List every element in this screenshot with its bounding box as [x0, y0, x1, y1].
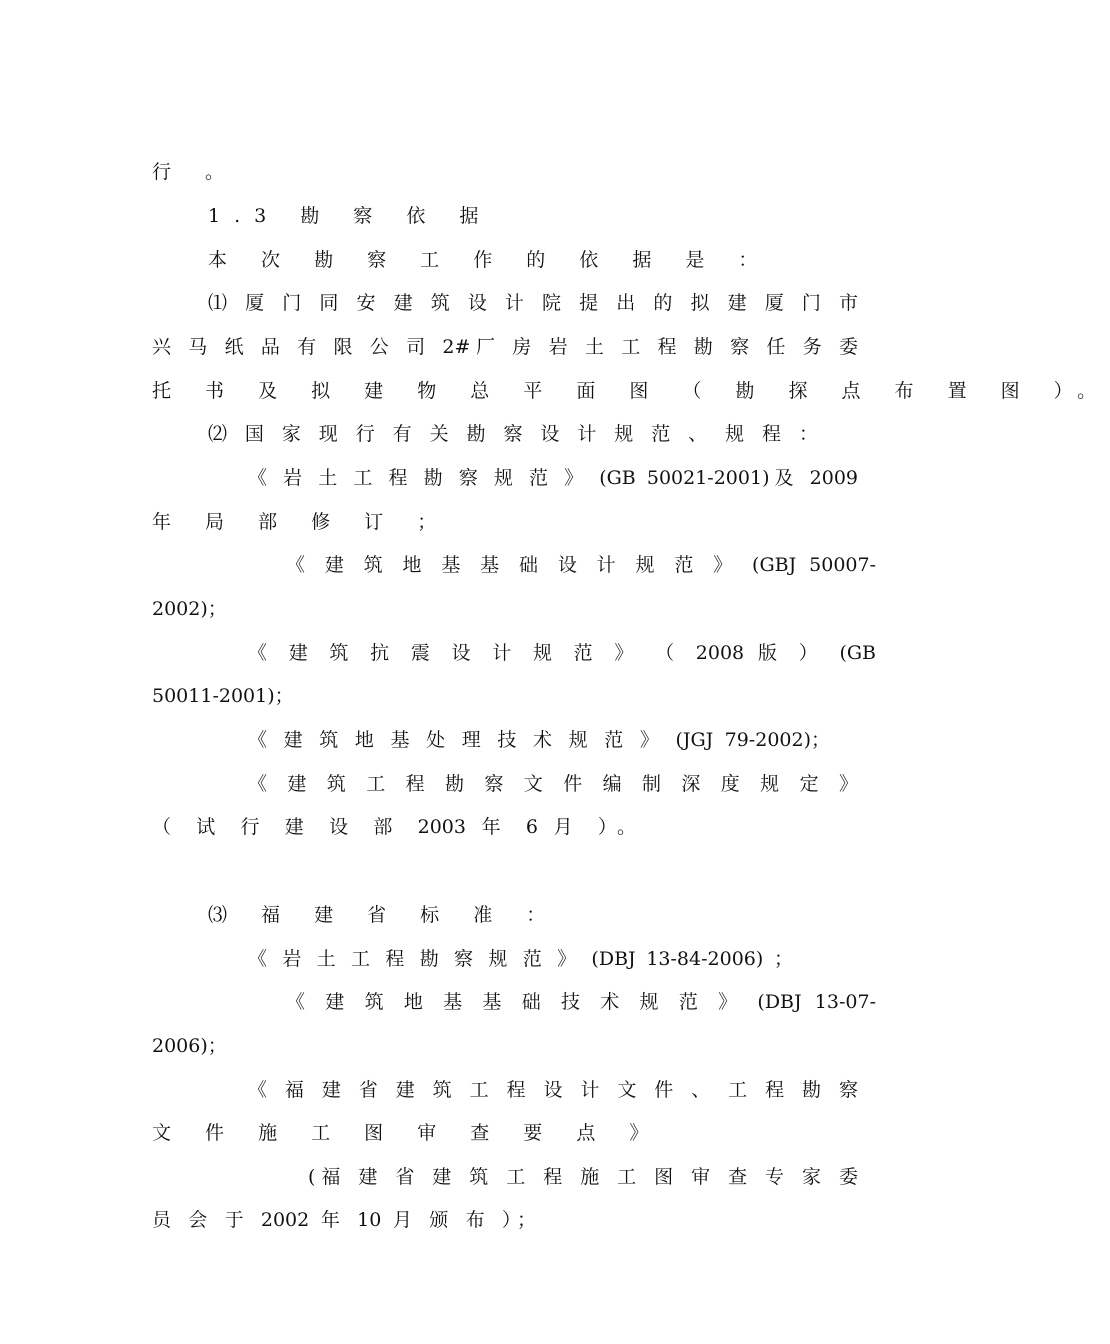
text-line-22: 文 件 施 工 图 审 查 要 点 》 — [152, 1122, 663, 1144]
text-line-8: 《 岩 土 工 程 勘 察 规 范 》 (GB 50021-2001)及 2009 — [248, 467, 858, 489]
section-heading: 1.3 勘 察 依 据 — [208, 205, 493, 227]
text-line-3: 本 次 勘 察 工 作 的 依 据 是 ： — [208, 249, 772, 271]
text-line-16: （ 试 行 建 设 部 2003 年 6 月 ）。 — [152, 816, 636, 838]
text-line-13: 50011-2001)； — [152, 685, 294, 707]
text-line-20: 2006)； — [152, 1035, 227, 1057]
text-line-7: ⑵ 国 家 现 行 有 关 勘 察 设 计 规 范 、 规 程 ： — [208, 423, 818, 445]
text-line-18: 《 岩 土 工 程 勘 察 规 范 》 (DBJ 13-84-2006) ； — [248, 948, 793, 970]
text-line-21: 《 福 建 省 建 筑 工 程 设 计 文 件 、 工 程 勘 察 — [248, 1079, 858, 1101]
text-line-11: 2002)； — [152, 598, 227, 620]
text-line-10: 《 建 筑 地 基 基 础 设 计 规 范 》 (GBJ 50007- — [286, 554, 876, 576]
text-line-19: 《 建 筑 地 基 基 础 技 术 规 范 》 (DBJ 13-07- — [286, 991, 876, 1013]
text-line-23: (福 建 省 建 筑 工 程 施 工 图 审 查 专 家 委 — [308, 1166, 858, 1188]
text-line-4: ⑴ 厦 门 同 安 建 筑 设 计 院 提 出 的 拟 建 厦 门 市 — [208, 292, 858, 314]
text-line-24: 员 会 于 2002 年 10 月 颁 布 ）； — [152, 1209, 536, 1231]
text-line-5: 兴 马 纸 品 有 限 公 司 2#厂 房 岩 土 工 程 勘 察 任 务 委 — [152, 336, 858, 358]
text-line-9: 年 局 部 修 订 ； — [152, 511, 451, 533]
text-line-15: 《 建 筑 工 程 勘 察 文 件 编 制 深 度 规 定 》 — [248, 773, 858, 795]
text-line-17: ⑶ 福 建 省 标 准 ： — [208, 904, 560, 926]
text-line-1: 行 。 — [152, 161, 239, 183]
text-line-6: 托 书 及 拟 建 物 总 平 面 图 （ 勘 探 点 布 置 图 ）。 — [152, 380, 1110, 402]
text-line-12: 《 建 筑 抗 震 设 计 规 范 》 （ 2008 版 ） (GB — [248, 642, 876, 664]
text-line-14: 《 建 筑 地 基 处 理 技 术 规 范 》 (JGJ 79-2002)； — [248, 729, 830, 751]
